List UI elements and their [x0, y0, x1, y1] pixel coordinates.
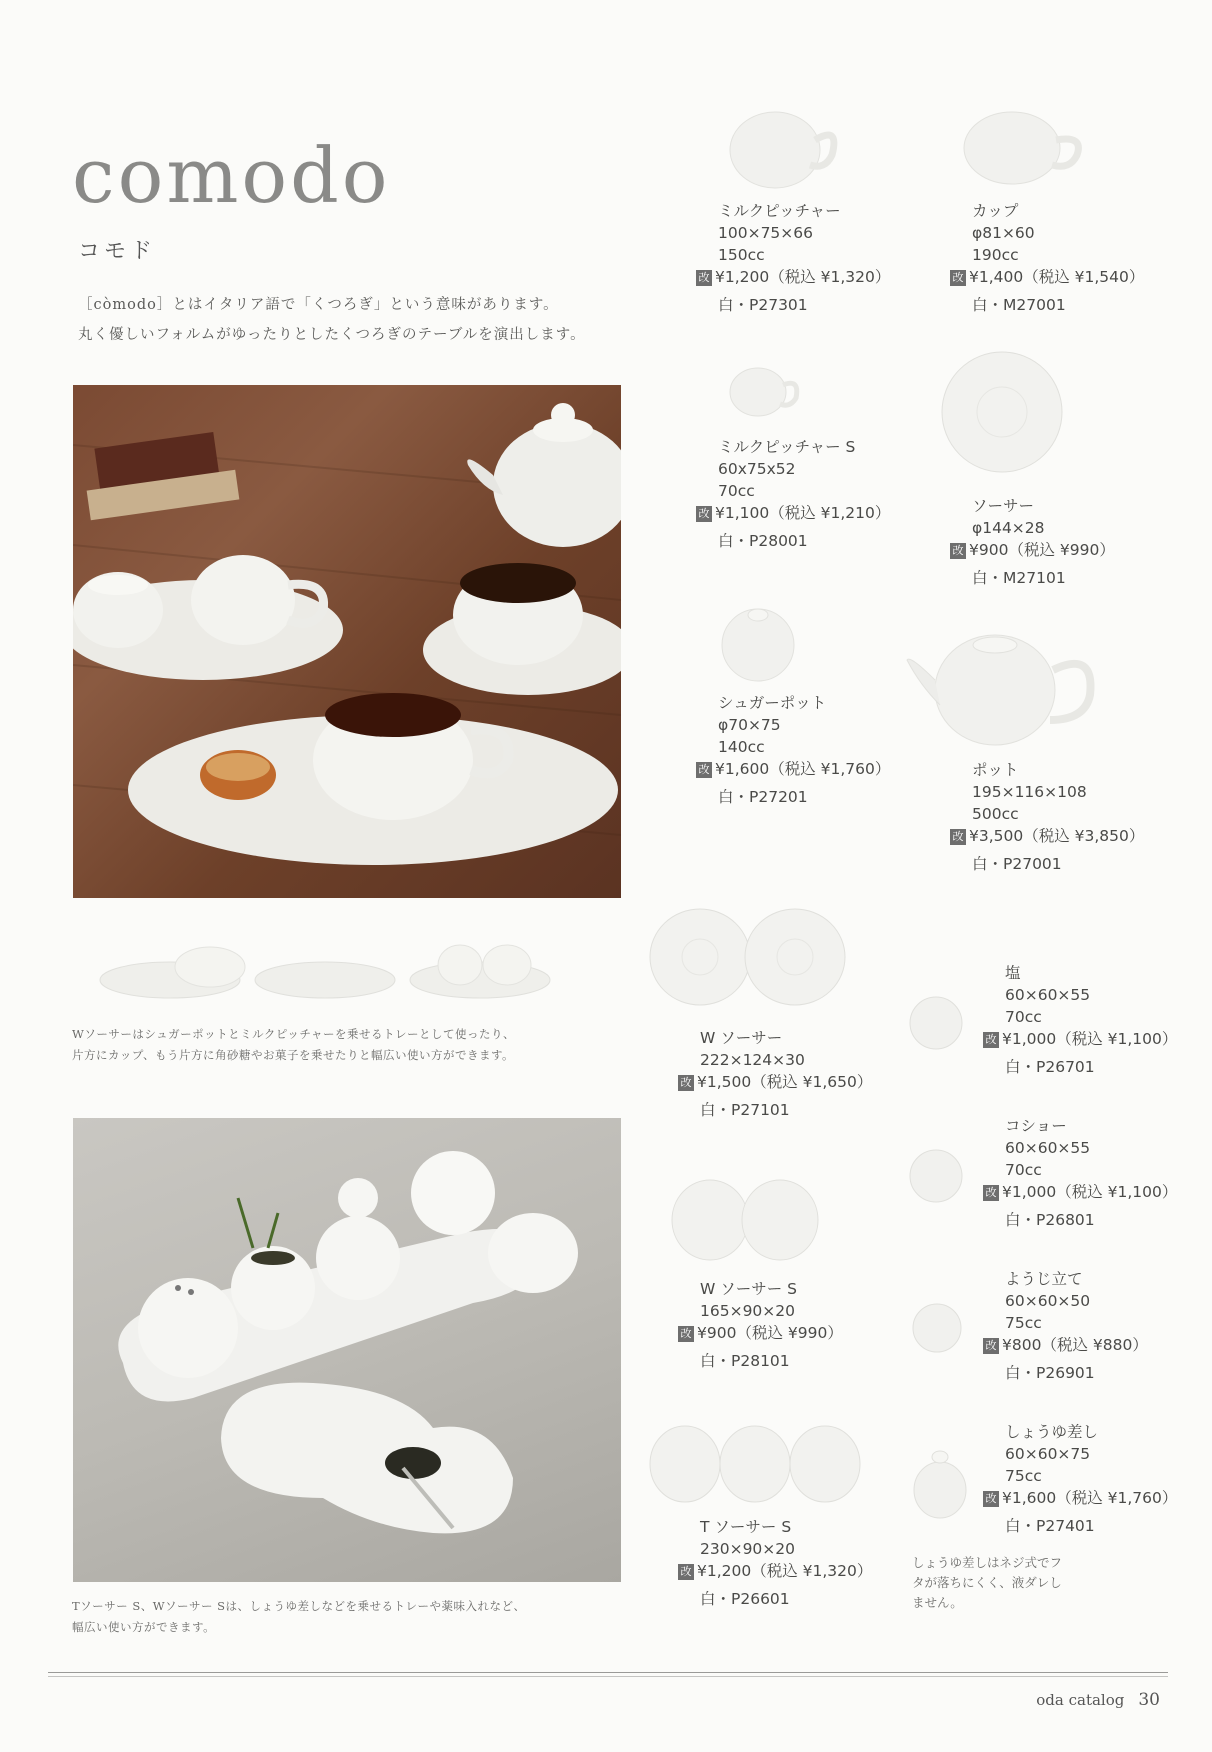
product-code: 白・P27301 — [718, 296, 808, 314]
note-line-1: しょうゆ差しはネジ式でフ — [912, 1555, 1063, 1570]
product-name: ポット — [972, 761, 1019, 779]
product-pot — [952, 759, 1145, 875]
product-code: 白・P28101 — [700, 1352, 790, 1370]
tsaucer-caption-line-2: 幅広い使い方ができます。 — [72, 1620, 216, 1634]
product-size: φ144×28 — [972, 519, 1045, 537]
page-number: 30 — [1138, 1690, 1160, 1710]
tsaucer-caption — [72, 1596, 526, 1638]
product-price: ¥1,000（税込 ¥1,100） — [1002, 1183, 1178, 1201]
product-code: 白・P27101 — [700, 1101, 790, 1119]
product-price: ¥900（税込 ¥990） — [969, 541, 1115, 559]
soy-sauce-note — [912, 1553, 1062, 1613]
revised-mark: 改 — [983, 1185, 999, 1201]
product-size: 222×124×30 — [700, 1051, 805, 1069]
product-size: 100×75×66 — [718, 224, 814, 242]
footer-rule — [48, 1672, 1168, 1673]
product-price: ¥1,500（税込 ¥1,650） — [697, 1073, 873, 1091]
product-price: ¥1,100（税込 ¥1,210） — [715, 504, 891, 522]
product-soy-sauce-dispenser — [985, 1421, 1178, 1537]
product-volume: 150cc — [718, 246, 765, 264]
soy-sauce-dispenser-image — [912, 1445, 972, 1520]
product-size: φ81×60 — [972, 224, 1035, 242]
product-salt — [985, 962, 1178, 1078]
product-code: 白・P27001 — [972, 855, 1062, 873]
product-code: 白・P26601 — [700, 1590, 790, 1608]
product-price: ¥900（税込 ¥990） — [697, 1324, 843, 1342]
product-name: カップ — [972, 202, 1019, 220]
revised-mark: 改 — [950, 829, 966, 845]
product-name: W ソーサー S — [700, 1280, 798, 1298]
intro-text — [78, 290, 586, 350]
product-volume: 70cc — [1005, 1161, 1042, 1179]
product-code: 白・P28001 — [718, 532, 808, 550]
w-saucer-s-image — [670, 1175, 825, 1265]
product-code: 白・P27201 — [718, 788, 808, 806]
product-size: 60×60×50 — [1005, 1292, 1091, 1310]
product-volume: 70cc — [1005, 1008, 1042, 1026]
product-price: ¥1,600（税込 ¥1,760） — [715, 760, 891, 778]
product-size: 60x75x52 — [718, 460, 796, 478]
product-volume: 190cc — [972, 246, 1019, 264]
product-cup — [952, 200, 1145, 316]
revised-mark: 改 — [696, 506, 712, 522]
product-name: ミルクピッチャー — [718, 202, 841, 220]
revised-mark: 改 — [678, 1326, 694, 1342]
tea-set-photo — [73, 385, 621, 898]
product-volume: 140cc — [718, 738, 765, 756]
product-code: 白・P26901 — [1005, 1364, 1095, 1382]
product-name: しょうゆ差し — [1005, 1423, 1099, 1441]
condiment-set-photo — [73, 1118, 621, 1582]
product-size: 60×60×55 — [1005, 1139, 1091, 1157]
product-code: 白・M27001 — [972, 296, 1066, 314]
tsaucer-caption-line-1: Tソーサー S、Wソーサー Sは、しょうゆ差しなどを乗せるトレーや薬味入れなど、 — [72, 1599, 526, 1613]
cup-image — [962, 110, 1082, 190]
product-volume: 500cc — [972, 805, 1019, 823]
intro-line-1: ［còmodo］とはイタリア語で「くつろぎ」という意味があります。 — [78, 297, 559, 313]
pepper-image — [908, 1146, 968, 1206]
product-price: ¥1,400（税込 ¥1,540） — [969, 268, 1145, 286]
toothpick-holder-image — [910, 1298, 970, 1356]
revised-mark: 改 — [983, 1032, 999, 1048]
milk-pitcher-image — [720, 105, 835, 190]
revised-mark: 改 — [983, 1338, 999, 1354]
product-size: 165×90×20 — [700, 1302, 796, 1320]
product-code: 白・M27101 — [972, 569, 1066, 587]
product-saucer — [952, 495, 1115, 589]
product-volume: 70cc — [718, 482, 755, 500]
product-name: T ソーサー S — [700, 1518, 792, 1536]
product-name: ミルクピッチャー S — [718, 438, 856, 456]
revised-mark: 改 — [950, 270, 966, 286]
note-line-2: タが落ちにくく、液ダレし — [912, 1575, 1062, 1590]
revised-mark: 改 — [678, 1075, 694, 1091]
saucer-image — [940, 350, 1070, 480]
product-name: ソーサー — [972, 497, 1035, 515]
wsaucer-caption — [72, 1024, 515, 1066]
revised-mark: 改 — [950, 543, 966, 559]
product-code: 白・P26801 — [1005, 1211, 1095, 1229]
product-w-saucer-s — [680, 1278, 843, 1372]
product-size: 60×60×75 — [1005, 1445, 1091, 1463]
product-price: ¥3,500（税込 ¥3,850） — [969, 827, 1145, 845]
product-code: 白・P27401 — [1005, 1517, 1095, 1535]
product-price: ¥1,200（税込 ¥1,320） — [697, 1562, 873, 1580]
product-milk-pitcher-s — [698, 436, 891, 552]
catalog-name: oda catalog — [1036, 1691, 1125, 1709]
wsaucer-caption-line-2: 片方にカップ、もう片方に角砂糖やお菓子を乗せたりと幅広い使い方ができます。 — [72, 1048, 515, 1062]
t-saucer-s-image — [650, 1422, 865, 1507]
revised-mark: 改 — [696, 270, 712, 286]
footer — [1036, 1690, 1160, 1710]
product-size: 230×90×20 — [700, 1540, 796, 1558]
product-sugar-pot — [698, 692, 891, 808]
product-price: ¥800（税込 ¥880） — [1002, 1336, 1148, 1354]
footer-rule-secondary — [48, 1676, 1168, 1677]
product-size: φ70×75 — [718, 716, 781, 734]
brand-title: comodo — [72, 131, 391, 220]
tea-set-illustration — [73, 385, 621, 898]
product-name: ようじ立て — [1005, 1270, 1083, 1288]
note-line-3: ません。 — [912, 1595, 963, 1610]
pot-image — [905, 625, 1115, 750]
brand-kana: コモド — [78, 239, 157, 264]
product-t-saucer-s — [680, 1516, 873, 1610]
product-price: ¥1,600（税込 ¥1,760） — [1002, 1489, 1178, 1507]
milk-pitcher-s-image — [728, 360, 808, 420]
product-name: コショー — [1005, 1117, 1067, 1135]
product-pepper — [985, 1115, 1178, 1231]
product-milk-pitcher — [698, 200, 891, 316]
product-size: 195×116×108 — [972, 783, 1087, 801]
sugar-pot-image — [718, 600, 808, 680]
condiment-set-illustration — [73, 1118, 621, 1582]
product-toothpick-holder — [985, 1268, 1148, 1384]
revised-mark: 改 — [983, 1491, 999, 1507]
product-volume: 75cc — [1005, 1314, 1042, 1332]
product-code: 白・P26701 — [1005, 1058, 1095, 1076]
product-price: ¥1,200（税込 ¥1,320） — [715, 268, 891, 286]
product-volume: 75cc — [1005, 1467, 1042, 1485]
w-saucer-image — [650, 905, 850, 1010]
product-w-saucer — [680, 1027, 873, 1121]
intro-line-2: 丸く優しいフォルムがゆったりとしたくつろぎのテーブルを演出します。 — [78, 327, 586, 343]
wsaucer-caption-line-1: Wソーサーはシュガーポットとミルクピッチャーを乗せるトレーとして使ったり、 — [72, 1027, 516, 1041]
product-name: シュガーポット — [718, 694, 827, 712]
product-name: W ソーサー — [700, 1029, 783, 1047]
wsaucer-usage-thumbnails — [95, 940, 595, 1010]
revised-mark: 改 — [678, 1564, 694, 1580]
revised-mark: 改 — [696, 762, 712, 778]
product-price: ¥1,000（税込 ¥1,100） — [1002, 1030, 1178, 1048]
salt-image — [908, 993, 968, 1053]
product-name: 塩 — [1005, 964, 1021, 982]
product-size: 60×60×55 — [1005, 986, 1091, 1004]
